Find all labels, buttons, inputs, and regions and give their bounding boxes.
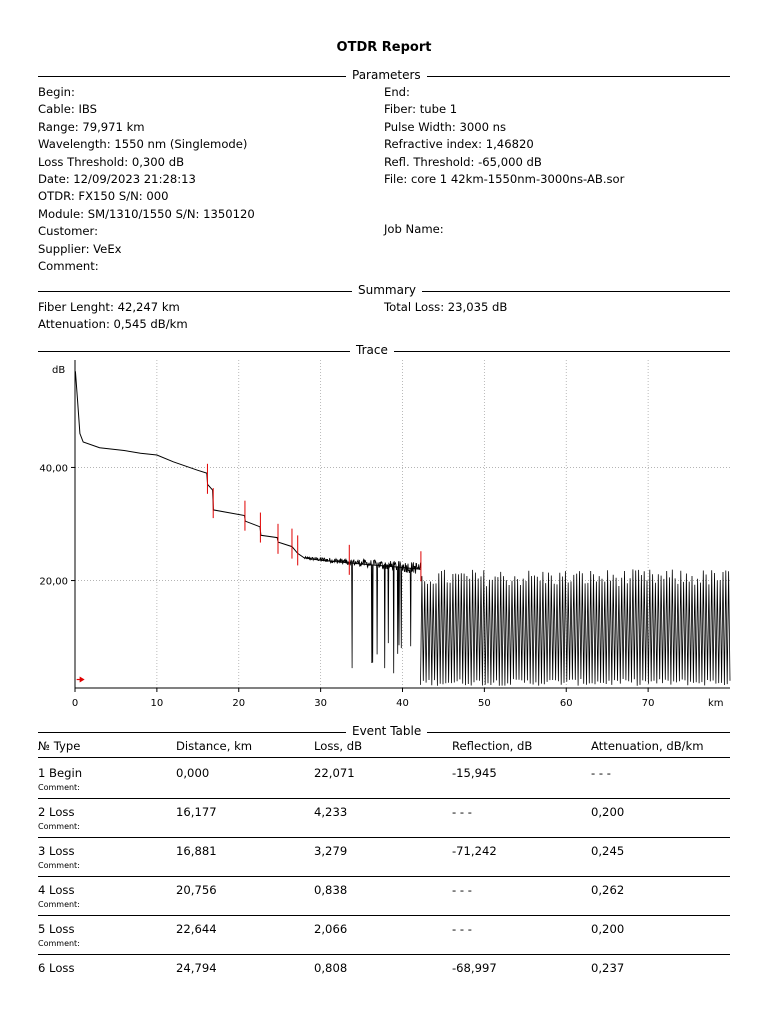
parameters-section-label: Parameters: [346, 68, 427, 82]
param-supplier: Supplier: VeEx: [38, 241, 122, 256]
cell-no-type: 6 Loss: [38, 961, 75, 975]
row-comment-label: Comment:: [38, 939, 80, 948]
report-title: OTDR Report: [336, 40, 432, 55]
row-comment-label: Comment:: [38, 861, 80, 870]
summary-fiber-length: Fiber Lenght: 42,247 km: [38, 300, 180, 314]
param-end: End:: [384, 85, 410, 99]
param-date: Date: 12/09/2023 21:28:13: [38, 172, 196, 187]
table-row: [38, 762, 730, 799]
x-tick-label: 40: [396, 698, 409, 709]
param-module: Module: SM/1310/1550 S/N: 1350120: [38, 206, 255, 221]
cell-reflection: - - -: [452, 805, 472, 819]
cell-loss: 0,838: [314, 883, 348, 897]
param-wavelength: Wavelength: 1550 nm (Singlemode): [38, 137, 248, 152]
cell-distance: 20,756: [176, 883, 217, 897]
param-job-name: [384, 221, 444, 238]
cell-reflection: - - -: [452, 922, 472, 936]
x-tick-label: 60: [559, 698, 573, 709]
row-comment-label: Comment:: [38, 783, 80, 792]
cell-loss: 3,279: [314, 844, 348, 858]
cell-distance: 22,644: [176, 922, 217, 936]
table-row: [38, 957, 730, 993]
cell-reflection: - - -: [452, 883, 472, 897]
summary-section-label: Summary: [352, 283, 422, 297]
cell-attenuation: 0,262: [591, 883, 625, 897]
job-name-label: Job Name:: [384, 222, 444, 236]
cell-loss: 0,808: [314, 961, 348, 975]
summary-right: [384, 299, 507, 316]
trace-section-label: Trace: [350, 343, 394, 357]
param-begin: Begin:: [38, 85, 75, 99]
otdr-trace-chart: [0, 355, 768, 715]
y-axis-label: dB: [52, 365, 66, 376]
parameters-left-column: [38, 84, 255, 275]
param-comment: Comment:: [38, 259, 99, 274]
cell-reflection: -68,997: [452, 961, 497, 975]
col-header-reflection: Reflection, dB: [452, 739, 533, 753]
cell-distance: 24,794: [176, 961, 217, 975]
param-refractive-index: Refractive index: 1,46820: [384, 137, 534, 152]
cell-no-type: 2 Loss: [38, 805, 75, 819]
x-tick-label: 0: [71, 698, 79, 709]
param-pulse-width: Pulse Width: 3000 ns: [384, 119, 507, 134]
x-tick-label: 70: [641, 698, 655, 709]
param-file: File: core 1 42km-1550nm-3000ns-AB.sor: [384, 172, 625, 187]
x-tick-label: 50: [478, 698, 491, 709]
cell-attenuation: 0,200: [591, 922, 625, 936]
cell-attenuation: - - -: [591, 766, 611, 780]
cell-loss: 22,071: [314, 766, 355, 780]
summary-attenuation: Attenuation: 0,545 dB/km: [38, 317, 188, 332]
param-cable: Cable: IBS: [38, 102, 98, 117]
trace-line: [75, 371, 420, 569]
y-tick-label: 40,00: [39, 463, 68, 475]
summary-total-loss: Total Loss: 23,035 dB: [384, 300, 508, 314]
x-tick-label: 20: [232, 698, 246, 709]
cell-attenuation: 0,245: [591, 844, 625, 858]
cell-reflection: -15,945: [452, 766, 497, 780]
summary-left: [38, 299, 188, 334]
param-refl-threshold: Refl. Threshold: -65,000 dB: [384, 154, 542, 169]
table-row: [38, 918, 730, 955]
col-header-no-type: № Type: [38, 739, 81, 753]
parameters-right-column: [384, 84, 624, 188]
cell-no-type: 1 Begin: [38, 766, 83, 780]
cell-distance: 16,177: [176, 805, 217, 819]
trace-noise: [304, 557, 420, 674]
x-tick-label: 30: [314, 698, 327, 709]
trace-noise-floor: [421, 569, 731, 685]
param-range: Range: 79,971 km: [38, 119, 145, 134]
cell-no-type: 5 Loss: [38, 922, 75, 936]
cell-attenuation: 0,200: [591, 805, 625, 819]
param-loss-threshold: Loss Threshold: 0,300 dB: [38, 154, 185, 169]
start-marker-arrow: [80, 677, 85, 683]
col-header-distance: Distance, km: [176, 739, 253, 753]
cell-attenuation: 0,237: [591, 961, 625, 975]
param-customer: Customer:: [38, 224, 99, 239]
col-header-loss: Loss, dB: [314, 739, 363, 753]
param-fiber: Fiber: tube 1: [384, 102, 458, 117]
cell-no-type: 3 Loss: [38, 844, 75, 858]
cell-distance: 16,881: [176, 844, 217, 858]
x-axis-label: km: [708, 698, 724, 709]
table-row: [38, 840, 730, 877]
header-underline: [38, 757, 730, 758]
cell-distance: 0,000: [176, 766, 210, 780]
cell-no-type: 4 Loss: [38, 883, 75, 897]
event-table-section-label: Event Table: [346, 724, 427, 738]
y-tick-label: 20,00: [39, 576, 68, 588]
cell-reflection: -71,242: [452, 844, 497, 858]
row-comment-label: Comment:: [38, 822, 80, 831]
x-tick-label: 10: [150, 698, 164, 709]
col-header-attenuation: Attenuation, dB/km: [591, 739, 704, 753]
table-row: [38, 801, 730, 838]
row-comment-label: Comment:: [38, 900, 80, 909]
table-row: [38, 879, 730, 916]
cell-loss: 4,233: [314, 805, 348, 819]
cell-loss: 2,066: [314, 922, 348, 936]
param-otdr: OTDR: FX150 S/N: 000: [38, 189, 169, 204]
